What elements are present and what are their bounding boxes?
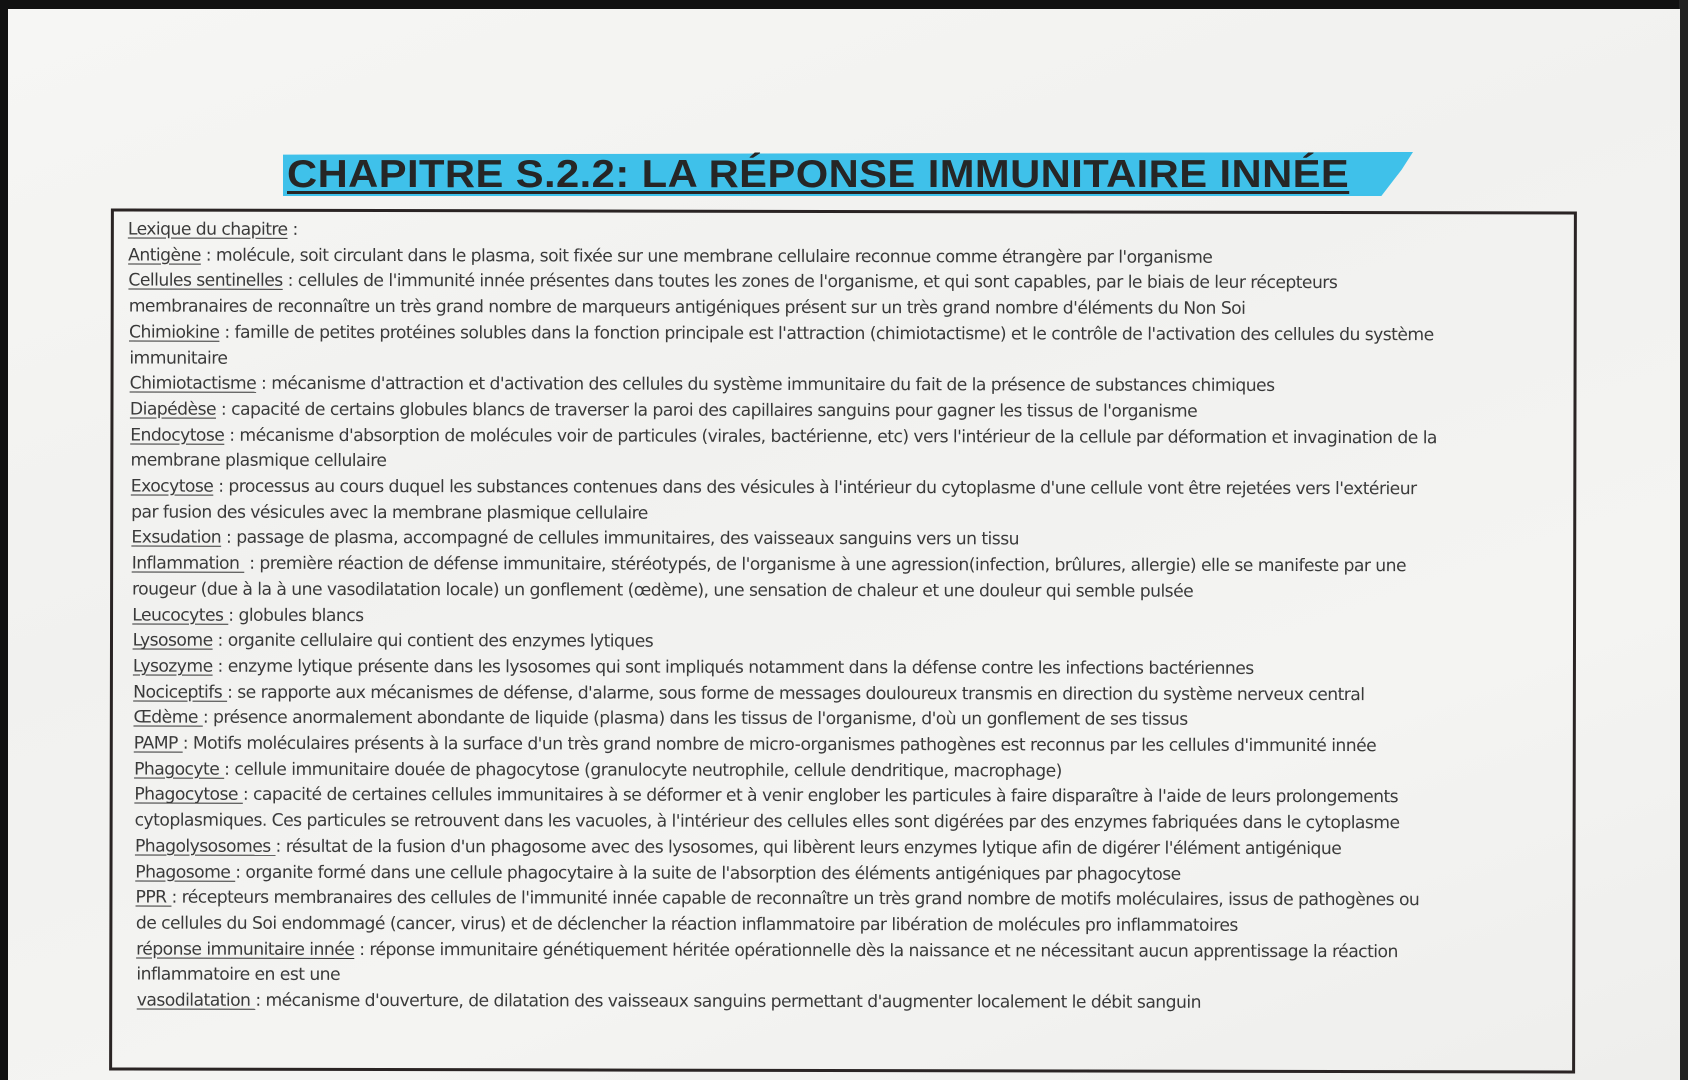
lexicon-definition: enzyme lytique présente dans les lysosomes qui sont impliqués notamment dans la défense contre les infections bactériennes: [227, 656, 1254, 679]
lexicon-heading: [128, 218, 1554, 247]
lexicon-content: [126, 218, 1554, 1018]
lexicon-entry: [127, 834, 1553, 863]
term-separator: :: [219, 322, 235, 343]
lexicon-entry: [126, 989, 1552, 1018]
lexicon-definition: inflammatoire en est une: [136, 964, 341, 986]
lexicon-entry-continuation: [127, 809, 1553, 838]
lexicon-definition: capacité de certains globules blancs de traverser la paroi des capillaires sanguins pour gagner les tissus de l'organisme: [231, 399, 1198, 422]
lexicon-definition: récepteurs membranaires des cellules de l'immunité innée capable de reconnaître un très grand nombre de motifs moléculaires, issus de pathogènes ou: [181, 887, 1420, 911]
lexicon-heading-label: Lexique du chapitre: [127, 219, 288, 240]
term-separator: :: [224, 759, 235, 780]
lexicon-entry: [127, 526, 1553, 555]
lexicon-definition: mécanisme d'absorption de molécules voir de particules (virales, bactérienne, etc) vers l'intérieur de la cellule par déformation et invagination de la: [239, 425, 1437, 448]
term-separator: :: [200, 245, 216, 266]
lexicon-definition: présence anormalement abondante de liquide (plasma) dans les tissus de l'organisme, d'où un gonflement de ses tissus: [212, 708, 1188, 731]
lexicon-term: Phagocytose: [134, 784, 243, 806]
term-separator: :: [242, 785, 254, 806]
lexicon-term: Lysosome: [132, 630, 213, 651]
lexicon-entry: [127, 603, 1553, 632]
lexicon-term: Œdème: [133, 707, 203, 729]
lexicon-entry-continuation: [126, 911, 1552, 940]
lexicon-term: vasodilatation: [136, 990, 256, 1011]
lexicon-term: Antigène: [128, 245, 201, 266]
term-separator: :: [255, 990, 266, 1011]
term-separator: :: [354, 939, 370, 960]
lexicon-definition: mécanisme d'attraction et d'activation des cellules du système immunitaire du fait de la présence de substances chimiques: [271, 374, 1275, 397]
lexicon-definition: de cellules du Soi endommagé (cancer, virus) et de déclencher la réaction inflammatoire par libération de molécules pro inflammatoires: [135, 913, 1238, 936]
term-separator: :: [228, 605, 239, 626]
lexicon-entry: [126, 860, 1552, 889]
term-separator: :: [275, 836, 286, 857]
lexicon-term: PPR: [135, 887, 172, 908]
lexicon-term: Phagocyte: [134, 759, 225, 780]
lexicon-definition: globules blancs: [238, 605, 364, 626]
term-separator: :: [202, 708, 214, 729]
lexicon-entry: [128, 243, 1554, 272]
lexicon-entry-continuation: [126, 963, 1552, 992]
lexicon-entry-continuation: [128, 346, 1554, 375]
lexicon-entry: [127, 475, 1553, 504]
lexicon-entry: [128, 320, 1554, 349]
lexicon-definition: Motifs moléculaires présents à la surface d'un très grand nombre de micro-organismes pathogènes est reconnus par les cellules d'immunité innée: [192, 733, 1377, 757]
lexicon-entry: [127, 732, 1553, 761]
lexicon-definition: cytoplasmiques. Ces particules se retrouvent dans les vacuoles, à l'intérieur des cellules elles sont digérées par des enzymes fabriquées dans le cytoplasme: [134, 810, 1400, 834]
lexicon-entry: [127, 680, 1553, 709]
term-separator: :: [244, 553, 260, 574]
lexicon-entry: [127, 783, 1553, 812]
term-separator: :: [256, 373, 272, 395]
lexicon-entry-continuation: [127, 577, 1553, 606]
lexicon-entry: [127, 423, 1553, 452]
term-separator: :: [227, 682, 238, 703]
lexicon-definition: capacité de certaines cellules immunitaires à se déformer et à venir englober les particules à faire disparaître à l'aide de leurs prolongements: [252, 785, 1399, 808]
lexicon-entry-continuation: [127, 500, 1553, 529]
lexicon-box: [109, 208, 1577, 1073]
lexicon-definition: cellule immunitaire douée de phagocytose (granulocyte neutrophile, cellule dendritique, macrophage): [234, 759, 1062, 782]
lexicon-definition: se rapporte aux mécanismes de défense, d'alarme, sous forme de messages douloureux transmis en direction du système nerveux central: [237, 682, 1365, 705]
lexicon-entry: [126, 886, 1552, 915]
lexicon-definition: membrane plasmique cellulaire: [130, 450, 387, 472]
term-separator: :: [215, 399, 232, 420]
lexicon-term: Endocytose: [130, 425, 225, 446]
term-separator: :: [212, 630, 228, 651]
lexicon-entry-continuation: [128, 295, 1554, 324]
lexicon-definition: réponse immunitaire génétiquement héritée opérationnelle dès la naissance et ne nécessitant aucun apprentissage la réaction: [369, 939, 1398, 962]
lexicon-definition: organite formé dans une cellule phagocytaire à la suite de l'absorption des éléments antigéniques par phagocytose: [245, 862, 1181, 885]
lexicon-definition: organite cellulaire qui contient des enzymes lytiques: [227, 630, 654, 652]
lexicon-term: Cellules sentinelles: [128, 270, 283, 292]
chapter-title: CHAPITRE S.2.2: LA RÉPONSE IMMUNITAIRE INNÉE: [287, 153, 1350, 196]
lexicon-definition: processus au cours duquel les substances contenues dans des vésicules à l'intérieur du cytoplasme d'une cellule vont être rejetées vers l'extérieur: [228, 476, 1417, 500]
lexicon-definition: rougeur (due à la à une vasodilatation locale) un gonflement (œdème), une sensation de chaleur et une douleur qui semble pulsée: [131, 579, 1194, 602]
photo-frame-top: [0, 0, 1688, 9]
term-separator: :: [212, 656, 228, 677]
lexicon-definition: résultat de la fusion d'un phagosome avec des lysosomes, qui libèrent leurs enzymes lytique afin de digérer l'élément antigénique: [285, 836, 1342, 859]
lexicon-definition: mécanisme d'ouverture, de dilatation des vaisseaux sanguins permettant d'augmenter localement le débit sanguin: [265, 990, 1201, 1013]
lexicon-entry: [126, 937, 1552, 966]
lexicon-term: Diapédèse: [129, 399, 217, 420]
lexicon-entry: [127, 552, 1553, 581]
lexicon-entry: [127, 654, 1553, 683]
lexicon-entry: [128, 372, 1554, 401]
term-separator: :: [182, 733, 193, 754]
term-separator: :: [282, 271, 298, 292]
lexicon-definition: immunitaire: [129, 348, 228, 369]
lexicon-definition: passage de plasma, accompagné de cellules immunitaires, des vaisseaux sanguins vers un tissu: [236, 528, 1019, 550]
lexicon-definition: cellules de l'immunité innée présentes dans toutes les zones de l'organisme, et qui sont capables, par le biais de leur récepteurs: [297, 271, 1338, 294]
lexicon-term: Inflammation: [131, 553, 245, 574]
lexicon-entry: [127, 629, 1553, 658]
lexicon-term: Phagosome: [135, 862, 236, 883]
lexicon-term: Leucocytes: [132, 605, 229, 626]
term-separator: :: [213, 476, 229, 497]
lexicon-term: Chimiotactisme: [129, 373, 257, 394]
lexicon-term: réponse immunitaire innée: [136, 939, 355, 960]
lexicon-term: PAMP: [133, 733, 183, 754]
lexicon-definition: molécule, soit circulant dans le plasma, soit fixée sur une membrane cellulaire reconnue comme étrangère par l'organisme: [215, 245, 1213, 268]
lexicon-term: Nociceptifs: [133, 682, 228, 703]
term-separator: :: [224, 425, 240, 446]
term-separator: :: [221, 528, 237, 549]
lexicon-definition: première réaction de défense immunitaire, stéréotypés, de l'organisme à une agression(infection, brûlures, allergie) elle se manifeste par une: [259, 553, 1407, 577]
lexicon-entry: [127, 757, 1553, 786]
lexicon-definition: membranaires de reconnaître un très grand nombre de marqueurs antigéniques présent sur un très grand nombre d'éléments du Non Soi: [128, 296, 1246, 319]
lexicon-definition: par fusion des vésicules avec la membrane plasmique cellulaire: [131, 502, 648, 524]
lexicon-term: Lysozyme: [132, 656, 213, 677]
lexicon-entry: [127, 397, 1553, 426]
chapter-title-block: [275, 150, 1425, 200]
lexicon-entry: [128, 269, 1554, 298]
lexicon-term: Exsudation: [131, 527, 222, 549]
lexicon-term: Phagolysosomes: [134, 836, 276, 857]
lexicon-term: Chimiokine: [129, 322, 220, 343]
lexicon-heading-suffix: :: [287, 219, 298, 240]
term-separator: :: [171, 887, 182, 908]
term-separator: :: [235, 862, 246, 883]
lexicon-term: Exocytose: [130, 476, 214, 497]
lexicon-entry: [127, 706, 1553, 735]
photo-frame-right: [1679, 0, 1688, 1080]
lexicon-entry-continuation: [127, 449, 1553, 478]
lexicon-definition: famille de petites protéines solubles dans la fonction principale est l'attraction (chimiotactisme) et le contrôle de l'activation des cellules du système: [234, 322, 1434, 346]
